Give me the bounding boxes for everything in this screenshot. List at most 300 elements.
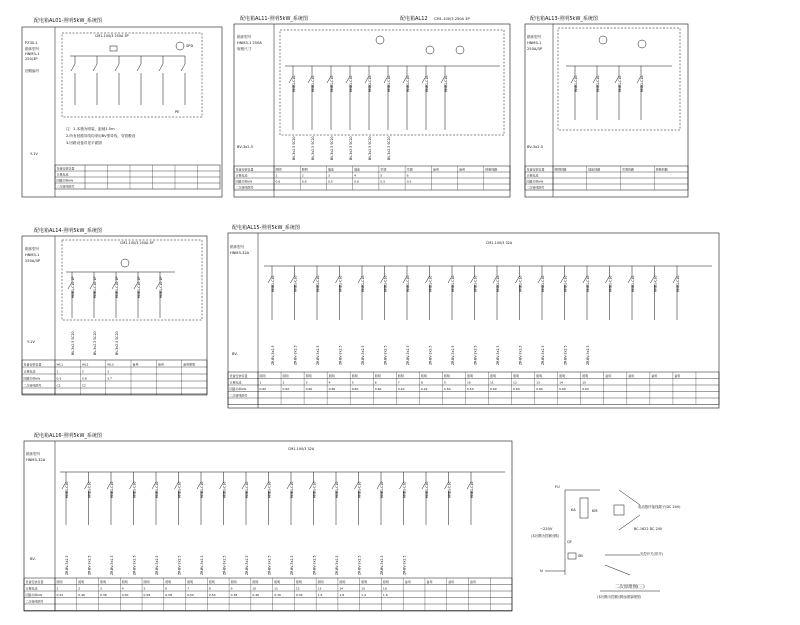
box-model-0: 箱体型号 [230, 245, 245, 249]
col-header: 备用 [674, 374, 681, 378]
ctrl-subtitle: (本回路为控制回路参照原理图) [597, 595, 641, 599]
breaker-label: HNB1-C16 [447, 481, 452, 498]
cable-label: ZR-BV-3x2.5 [177, 555, 182, 575]
table-cell: C1 [56, 383, 61, 388]
table-cell: 0.38 [100, 593, 107, 597]
table-cell: 0.60 [513, 387, 520, 391]
table-cell: 0.22 [420, 387, 428, 391]
breaker-label: HNB1-C16 [311, 75, 315, 92]
table-cell: 2 [282, 380, 285, 385]
breaker-label: HNB1-C16 [402, 481, 407, 498]
box-model-1: HNM3-32A [230, 251, 250, 255]
table-cell: 14 [559, 380, 563, 385]
table-cell: 15 [582, 380, 587, 385]
table-cell: 1.8 [339, 593, 345, 597]
cable-label: ZR-BV-3x2.5 [496, 345, 500, 365]
cable-label: BV-3x2.5 SC20 [71, 331, 75, 355]
breaker-label: HNB1-C16 [444, 75, 448, 92]
cable-label: ZR-BV-3x2.5 [518, 345, 523, 365]
col-header: 控制回路 [485, 167, 498, 172]
branch-label: 回路编号 [25, 69, 40, 73]
row-label: 回路功率kW [235, 179, 253, 184]
table-cell: 5 [143, 586, 146, 591]
col-header: 备用 [432, 167, 439, 172]
table-cell: 0.6 [354, 179, 359, 184]
ctrl-legend-3: 光控开关(常开) [640, 552, 663, 556]
table-cell: 6 [165, 586, 168, 591]
box-model-0: 箱体型号 [237, 35, 252, 39]
col-header: 照明 [466, 374, 473, 378]
table-cell: 14 [339, 586, 344, 591]
col-header: 备用 [605, 374, 612, 378]
col-header: 备用 [628, 374, 635, 378]
table-cell: 0.60 [282, 387, 290, 391]
breaker-label: HNB1-C16 1P [71, 276, 75, 298]
cable-label: ZR-BV-3x2.5 [383, 345, 388, 365]
row-label: 二次接线图号 [25, 599, 44, 604]
table-cell: 11 [274, 586, 278, 591]
table-cell: 6 [406, 173, 409, 178]
col-header: 照明 [121, 580, 128, 584]
col-header: 照明 [143, 580, 150, 584]
table-cell: 1.6 [382, 593, 388, 597]
col-header: 备用 [651, 374, 658, 378]
col-header: 照明 [420, 374, 427, 378]
table-cell: 0.60 [374, 387, 382, 391]
table-cell: 12 [295, 586, 300, 591]
cable-label: ZR-BV-3x2.5 [222, 555, 227, 575]
breaker-label: HNB1-C16 [425, 481, 429, 498]
table-cell: 0.20 [397, 387, 405, 391]
col-header: 照明 [490, 374, 497, 378]
breaker-label: HNB1-C16 [541, 275, 545, 292]
col-header: 照明 [100, 580, 107, 584]
main-breaker-label: CM1-100/3 32A [486, 241, 513, 245]
col-header: 空调 [406, 167, 413, 172]
col-header: 照明 [305, 374, 312, 378]
col-header: 照明 [382, 580, 389, 584]
table-cell: 3.7 [107, 376, 112, 381]
row-label: 二次接线图号 [526, 185, 545, 190]
breaker-label: HNB1-C16 1P [115, 276, 119, 298]
breaker-label: HNB1-C16 [383, 275, 388, 292]
breaker-label: HNB1-C16 [110, 481, 114, 498]
table-cell: 8 [420, 380, 423, 385]
cable-label: ZR-BV-3x2.5 [402, 555, 407, 575]
cable-label: ZR-BV-3x2.5 [132, 555, 137, 575]
table-cell: 3 [305, 380, 308, 385]
row-label: 设备安装容量 [23, 362, 42, 367]
col-header: 照明 [374, 374, 381, 378]
col-header: WL2 [81, 362, 89, 367]
col-header: 照明 [275, 167, 282, 172]
col-header: 照明 [252, 580, 259, 584]
table-cell: 0.60 [259, 387, 267, 391]
main-breaker-label: CM1-100/3 32A [288, 447, 315, 451]
breaker-label: HNB1-C16 [316, 275, 320, 292]
breaker-label: HNB1-C16 [335, 481, 339, 498]
cable-label: ZR-BV-3x2.5 [267, 555, 272, 575]
table-cell: 0.60 [559, 387, 566, 391]
cable-label: BV-3x2.5 SC20 [311, 136, 315, 160]
row-label: 计算电流 [235, 173, 248, 178]
table-cell: 16 [382, 586, 387, 591]
breaker-label: HNB1-C16 [312, 481, 317, 498]
breaker-label: HNB1-C16 [65, 481, 69, 498]
cable-label: ZR-BV-3x2.5 [335, 555, 339, 575]
table-cell: 9 [443, 380, 446, 385]
col-header: 照明 [208, 580, 215, 584]
table-cell: C2 [81, 383, 86, 388]
table-cell: 1.6 [317, 593, 323, 597]
footer-left: Y-1V [30, 152, 38, 156]
table-cell: 4 [354, 173, 357, 178]
col-header: 备用 [469, 580, 476, 584]
row-label: 回路功率kW [56, 178, 74, 183]
col-header: 照明 [351, 374, 358, 378]
table-cell: 0.5 [56, 376, 62, 381]
col-header: WL1 [56, 362, 64, 367]
panel-title: 配电箱AL11-照明5kW_系统图 [240, 16, 308, 22]
table-cell: 0.60 [305, 387, 313, 391]
row-label: 设备安装容量 [56, 166, 75, 171]
table-cell: 0.58 [143, 593, 151, 597]
breaker-label: HNB1-C16 [425, 75, 429, 92]
cable-label: ZR-BV-3x2.5 [271, 345, 275, 365]
cable-label: ZR-BV-3x2.5 [451, 345, 455, 365]
breaker-label: HNB1-C16 [349, 75, 353, 92]
table-cell: 0.6 [301, 179, 307, 184]
breaker-label: HNB1-C16 [368, 75, 372, 92]
breaker-label: HNB1-C16 [618, 75, 622, 92]
cable-label: ZR-BV-3x2.5 [316, 345, 320, 365]
table-cell: 1.4 [361, 593, 366, 597]
cable-label: ZR-BV-3x2.5 [586, 345, 590, 365]
table-cell: 0.50 [208, 593, 216, 597]
table-cell: 2 [81, 369, 84, 374]
col-header: 照明 [187, 580, 194, 584]
table-cell: 13 [317, 586, 322, 591]
footer-left: BV-3x2.5 [527, 145, 544, 149]
table-cell: 0.60 [351, 387, 359, 391]
cable-label: ZR-BV-3x2.5 [290, 555, 294, 575]
col-header: 备用 [448, 580, 455, 584]
col-header: 照明 [282, 374, 289, 378]
table-cell: 10 [252, 586, 257, 591]
col-header: 插座 [354, 167, 361, 172]
table-cell: 0.60 [536, 387, 543, 391]
row-label: 计算电流 [229, 380, 242, 385]
cable-label: ZR-BV-3x2.5 [406, 345, 410, 365]
breaker-label: HNB1-C16 [406, 75, 410, 92]
ctrl-title: 二次原理图(三) [615, 585, 645, 590]
table-cell: 3 [327, 173, 330, 178]
table-cell: 7 [187, 586, 189, 591]
cable-label: ZR-BV-3x2.5 [380, 555, 384, 575]
breaker-label: HNB1-C16 [245, 481, 249, 498]
col-header: 照明 [274, 580, 281, 584]
cable-label: ZR-BV-3x2.5 [428, 345, 433, 365]
note-line-3: 3.回路设备详见平面图 [66, 141, 102, 145]
col-header: 备用 [157, 362, 164, 367]
table-cell: 11 [490, 380, 494, 385]
table-cell: 12 [513, 380, 517, 385]
col-header: 照明 [259, 374, 266, 378]
cable-label: ZR-BV-3x2.5 [293, 345, 298, 365]
breaker-label: HNB1-C16 [222, 481, 227, 498]
col-header: 空调回路 [622, 167, 635, 172]
ctrl-label-n: N [540, 569, 543, 573]
table-cell: 0.8 [81, 376, 87, 381]
breaker-label: HNB1-C16 [380, 481, 384, 498]
table-cell: 0.5 [380, 179, 386, 184]
col-header: 备用 [404, 580, 411, 584]
table-cell: 0.46 [78, 593, 85, 597]
row-label: 二次接线图号 [229, 393, 248, 398]
box-model-0: 箱体型号 [26, 452, 41, 456]
col-header: 插座 [327, 167, 334, 172]
col-header: 备用 [132, 362, 139, 367]
panel-title-right: 配电箱AL12 [400, 16, 428, 22]
breaker-label: HNB1-C16 [361, 275, 365, 292]
cable-label: BV-3x2.5 SC20 [330, 136, 334, 160]
table-cell: 0.22 [56, 593, 64, 597]
breaker-label: HNB1-C16 [271, 275, 275, 292]
col-header: 照明 [443, 374, 450, 378]
breaker-label: HNB1-C16 [330, 75, 334, 92]
breaker-label: HNB1-C16 [574, 75, 578, 92]
table-cell: 0.5 [406, 179, 412, 184]
cable-label: BV-3x2.5 SC20 [387, 136, 391, 160]
row-label: 二次接线图号 [56, 184, 75, 189]
panel-title: 配电箱AL14-照明5kW_系统图 [34, 228, 102, 234]
cable-label: ZR-BV-3x2.5 [338, 345, 343, 365]
table-cell: 13 [536, 380, 540, 385]
box-model-1: HNM3-32A [26, 458, 46, 462]
breaker-label: HNB1-C16 [406, 275, 410, 292]
ctrl-label-voltage: ~220V [540, 527, 553, 531]
table-cell: 0.60 [328, 387, 336, 391]
breaker-label: HNB1-C16 [290, 481, 294, 498]
ctrl-label-note: (本回路为控制回路) [531, 534, 559, 538]
breaker-label: HNB1-C16 [640, 75, 644, 92]
cable-label: BV-3x2.5 SC20 [292, 136, 296, 160]
breaker-label: HNB1-C16 [293, 275, 298, 292]
table-cell: 4 [121, 586, 124, 591]
breaker-label: HNB1-C16 1P [137, 276, 141, 298]
ctrl-label-sb: SB [578, 554, 583, 558]
table-cell: 4 [328, 380, 331, 385]
col-header: 照明 [513, 374, 520, 378]
row-label: 回路功率kW [25, 593, 43, 597]
panel-title-code: CM1-100/3 250A 3P [434, 17, 470, 21]
col-header: 照明 [361, 580, 368, 584]
row-label: 二次接线图号 [23, 383, 42, 388]
col-header: 照明回路 [554, 167, 567, 172]
cable-label: ZR-BV-3x2.5 [361, 345, 365, 365]
footer-left: BV-3x2.5 [237, 145, 254, 149]
col-header: WL3 [107, 362, 114, 367]
panel-title: 配电箱AL01-照明5kW_系统图 [34, 18, 102, 24]
table-cell: 0.39 [274, 593, 281, 597]
cable-label: ZR-BV-3x2.5 [473, 345, 478, 365]
note-line-2: 2.所有回路导线均采用BV型导线，穿管敷设 [66, 134, 136, 138]
col-header: 备用 [426, 580, 433, 584]
breaker-label: HNB1-C16 [473, 275, 478, 292]
table-cell: 0.50 [187, 593, 194, 597]
spd-label: SPD [186, 44, 194, 48]
row-label: 回路功率kW [23, 376, 41, 381]
panel-title: 配电箱AL15-照明5kW_系统图 [232, 225, 300, 231]
table-cell: 8 [208, 586, 211, 591]
breaker-label: HNB1-C16 [267, 481, 272, 498]
col-header: 照明 [536, 374, 543, 378]
box-model-1: 箱体型号 [25, 47, 40, 51]
table-cell: 0.38 [230, 593, 238, 597]
table-cell: 0.5 [327, 179, 333, 184]
row-label: 计算电流 [25, 586, 38, 591]
table-cell: 10 [466, 380, 471, 385]
box-model-1: HNM3-1 [527, 41, 542, 45]
row-label: 设备安装容量 [25, 580, 44, 584]
table-cell: 5 [380, 173, 383, 178]
table-cell: 0.46 [252, 593, 260, 597]
breaker-label: HNB1-C16 [596, 75, 600, 92]
box-model-1: HNM3-1 [25, 253, 40, 257]
col-header: 照明 [165, 580, 172, 584]
col-header: 照明 [230, 580, 237, 584]
breaker-label: HNB1-C16 [87, 481, 92, 498]
ctrl-label-fu: FU [555, 485, 560, 489]
main-breaker-label: CM1-100/3 250A 3P [95, 34, 129, 38]
col-header: 照明 [56, 580, 63, 584]
cable-label: BV-3x2.5 SC20 [93, 331, 97, 355]
table-cell: 1 [275, 173, 278, 178]
panel-title: 配电箱AL13-照明5kW_系统图 [530, 16, 598, 22]
row-label: 计算电流 [526, 173, 539, 178]
col-header: 照明 [78, 580, 85, 584]
table-cell: 0.50 [466, 387, 474, 391]
box-model-2: 规格尺寸 [237, 47, 252, 51]
box-model-2: HNM3-1 [25, 52, 40, 56]
table-cell: 0.39 [295, 593, 303, 597]
ctrl-label-qf: QF [567, 540, 572, 544]
cable-label: ZR-BV-3x2.5 [541, 345, 545, 365]
box-model-3: 250/3P [25, 57, 38, 61]
table-cell: 0.50 [443, 387, 451, 391]
row-label: 计算电流 [56, 172, 69, 177]
col-header: 照明 [582, 374, 589, 378]
table-cell: 3 [100, 586, 102, 591]
breaker-label: HNB1-C16 [387, 75, 391, 92]
row-label: 设备安装容量 [229, 374, 248, 378]
footer-left: BV- [232, 352, 238, 356]
table-cell: 5 [351, 380, 354, 385]
table-cell: 1 [259, 380, 262, 385]
main-breaker-label: CM1-100/3 250A 3P [120, 241, 154, 245]
ctrl-legend-2: BC-1622 DC 24V [634, 527, 663, 531]
table-cell: 0.50 [121, 593, 129, 597]
col-header: 空调 [380, 167, 387, 172]
table-cell: 0.58 [165, 593, 172, 597]
col-header: 照明 [301, 167, 308, 172]
footer-left: Y-1V [27, 340, 35, 344]
cable-label: ZR-BV-3x2.5 [87, 555, 92, 575]
cable-label: BV-3x2.5 SC20 [368, 136, 372, 160]
table-cell: 3 [107, 369, 110, 374]
col-header: 照明 [559, 374, 566, 378]
breaker-label: HNB1-C16 [428, 275, 433, 292]
breaker-label: HNB1-C16 [132, 481, 137, 498]
breaker-label: HNB1-C16 [200, 481, 204, 498]
breaker-label: HNB1-C16 [177, 481, 182, 498]
table-cell: 6 [374, 380, 377, 385]
table-cell: 2 [78, 586, 81, 591]
cable-label: BV-3x2.5 SC20 [115, 331, 119, 355]
cable-label: ZR-BV-3x2.5 [110, 555, 114, 575]
breaker-label: HNB1-C16 [631, 275, 635, 292]
row-label: 二次接线图号 [235, 185, 254, 190]
breaker-label: HNB1-C16 [338, 275, 343, 292]
cable-label: ZR-BV-3x2.5 [357, 555, 362, 575]
table-cell: 9 [230, 586, 233, 591]
row-label: 设备安装容量 [526, 167, 545, 172]
col-header: 备用照明 [183, 362, 196, 367]
col-header: 照明 [328, 374, 335, 378]
breaker-label: HNB1-C16 [470, 481, 474, 498]
breaker-label: HNB1-C16 [496, 275, 500, 292]
breaker-label: HNB1-C16 [292, 75, 296, 92]
panel-title: 配电箱AL16-照明5kW_系统图 [34, 433, 102, 439]
cable-label: ZR-BV-3x2.5 [563, 345, 568, 365]
box-model-0: 箱体型号 [527, 35, 542, 39]
col-header: 照明 [295, 580, 302, 584]
row-label: 回路功率kW [526, 179, 544, 184]
box-model-2: 250A/3P [25, 259, 40, 263]
breaker-label: HNB1-C16 [653, 275, 658, 292]
breaker-label: HNB1-C16 1P [159, 276, 163, 298]
box-model-0: PZ30-1 [25, 41, 38, 45]
cable-label: ZR-BV-3x2.5 [200, 555, 204, 575]
table-cell: 7 [397, 380, 400, 385]
row-label: 设备安装容量 [235, 167, 254, 172]
box-model-0: 箱体型号 [25, 247, 40, 251]
breaker-label: HNB1-C16 1P [93, 276, 97, 298]
table-cell: 1 [56, 586, 59, 591]
col-header: 插座回路 [588, 167, 601, 172]
table-cell: 0.60 [490, 387, 497, 391]
col-header: 控制回路 [655, 167, 668, 172]
box-model-2: 250A/3P [527, 47, 542, 51]
row-label: 回路功率kW [229, 387, 247, 391]
table-cell: 0.60 [582, 387, 589, 391]
breaker-label: HNB1-C16 [357, 481, 362, 498]
table-cell: 1 [56, 369, 59, 374]
pe-label: PE [175, 110, 180, 114]
table-cell: 0.6 [275, 179, 281, 184]
breaker-label: HNB1-C16 [563, 275, 568, 292]
col-header: 照明 [397, 374, 404, 378]
breaker-label: HNB1-C16 [451, 275, 455, 292]
cable-label: ZR-BV-3x2.5 [245, 555, 249, 575]
footer-left: BV- [30, 557, 36, 561]
col-header: 备用 [459, 167, 466, 172]
box-model-1: HNM3-1 250A [237, 41, 262, 45]
cable-label: ZR-BV-3x2.5 [155, 555, 159, 575]
breaker-label: HNB1-C16 [676, 275, 680, 292]
ctrl-label-km: KM [592, 509, 598, 513]
table-cell: 2 [301, 173, 304, 178]
